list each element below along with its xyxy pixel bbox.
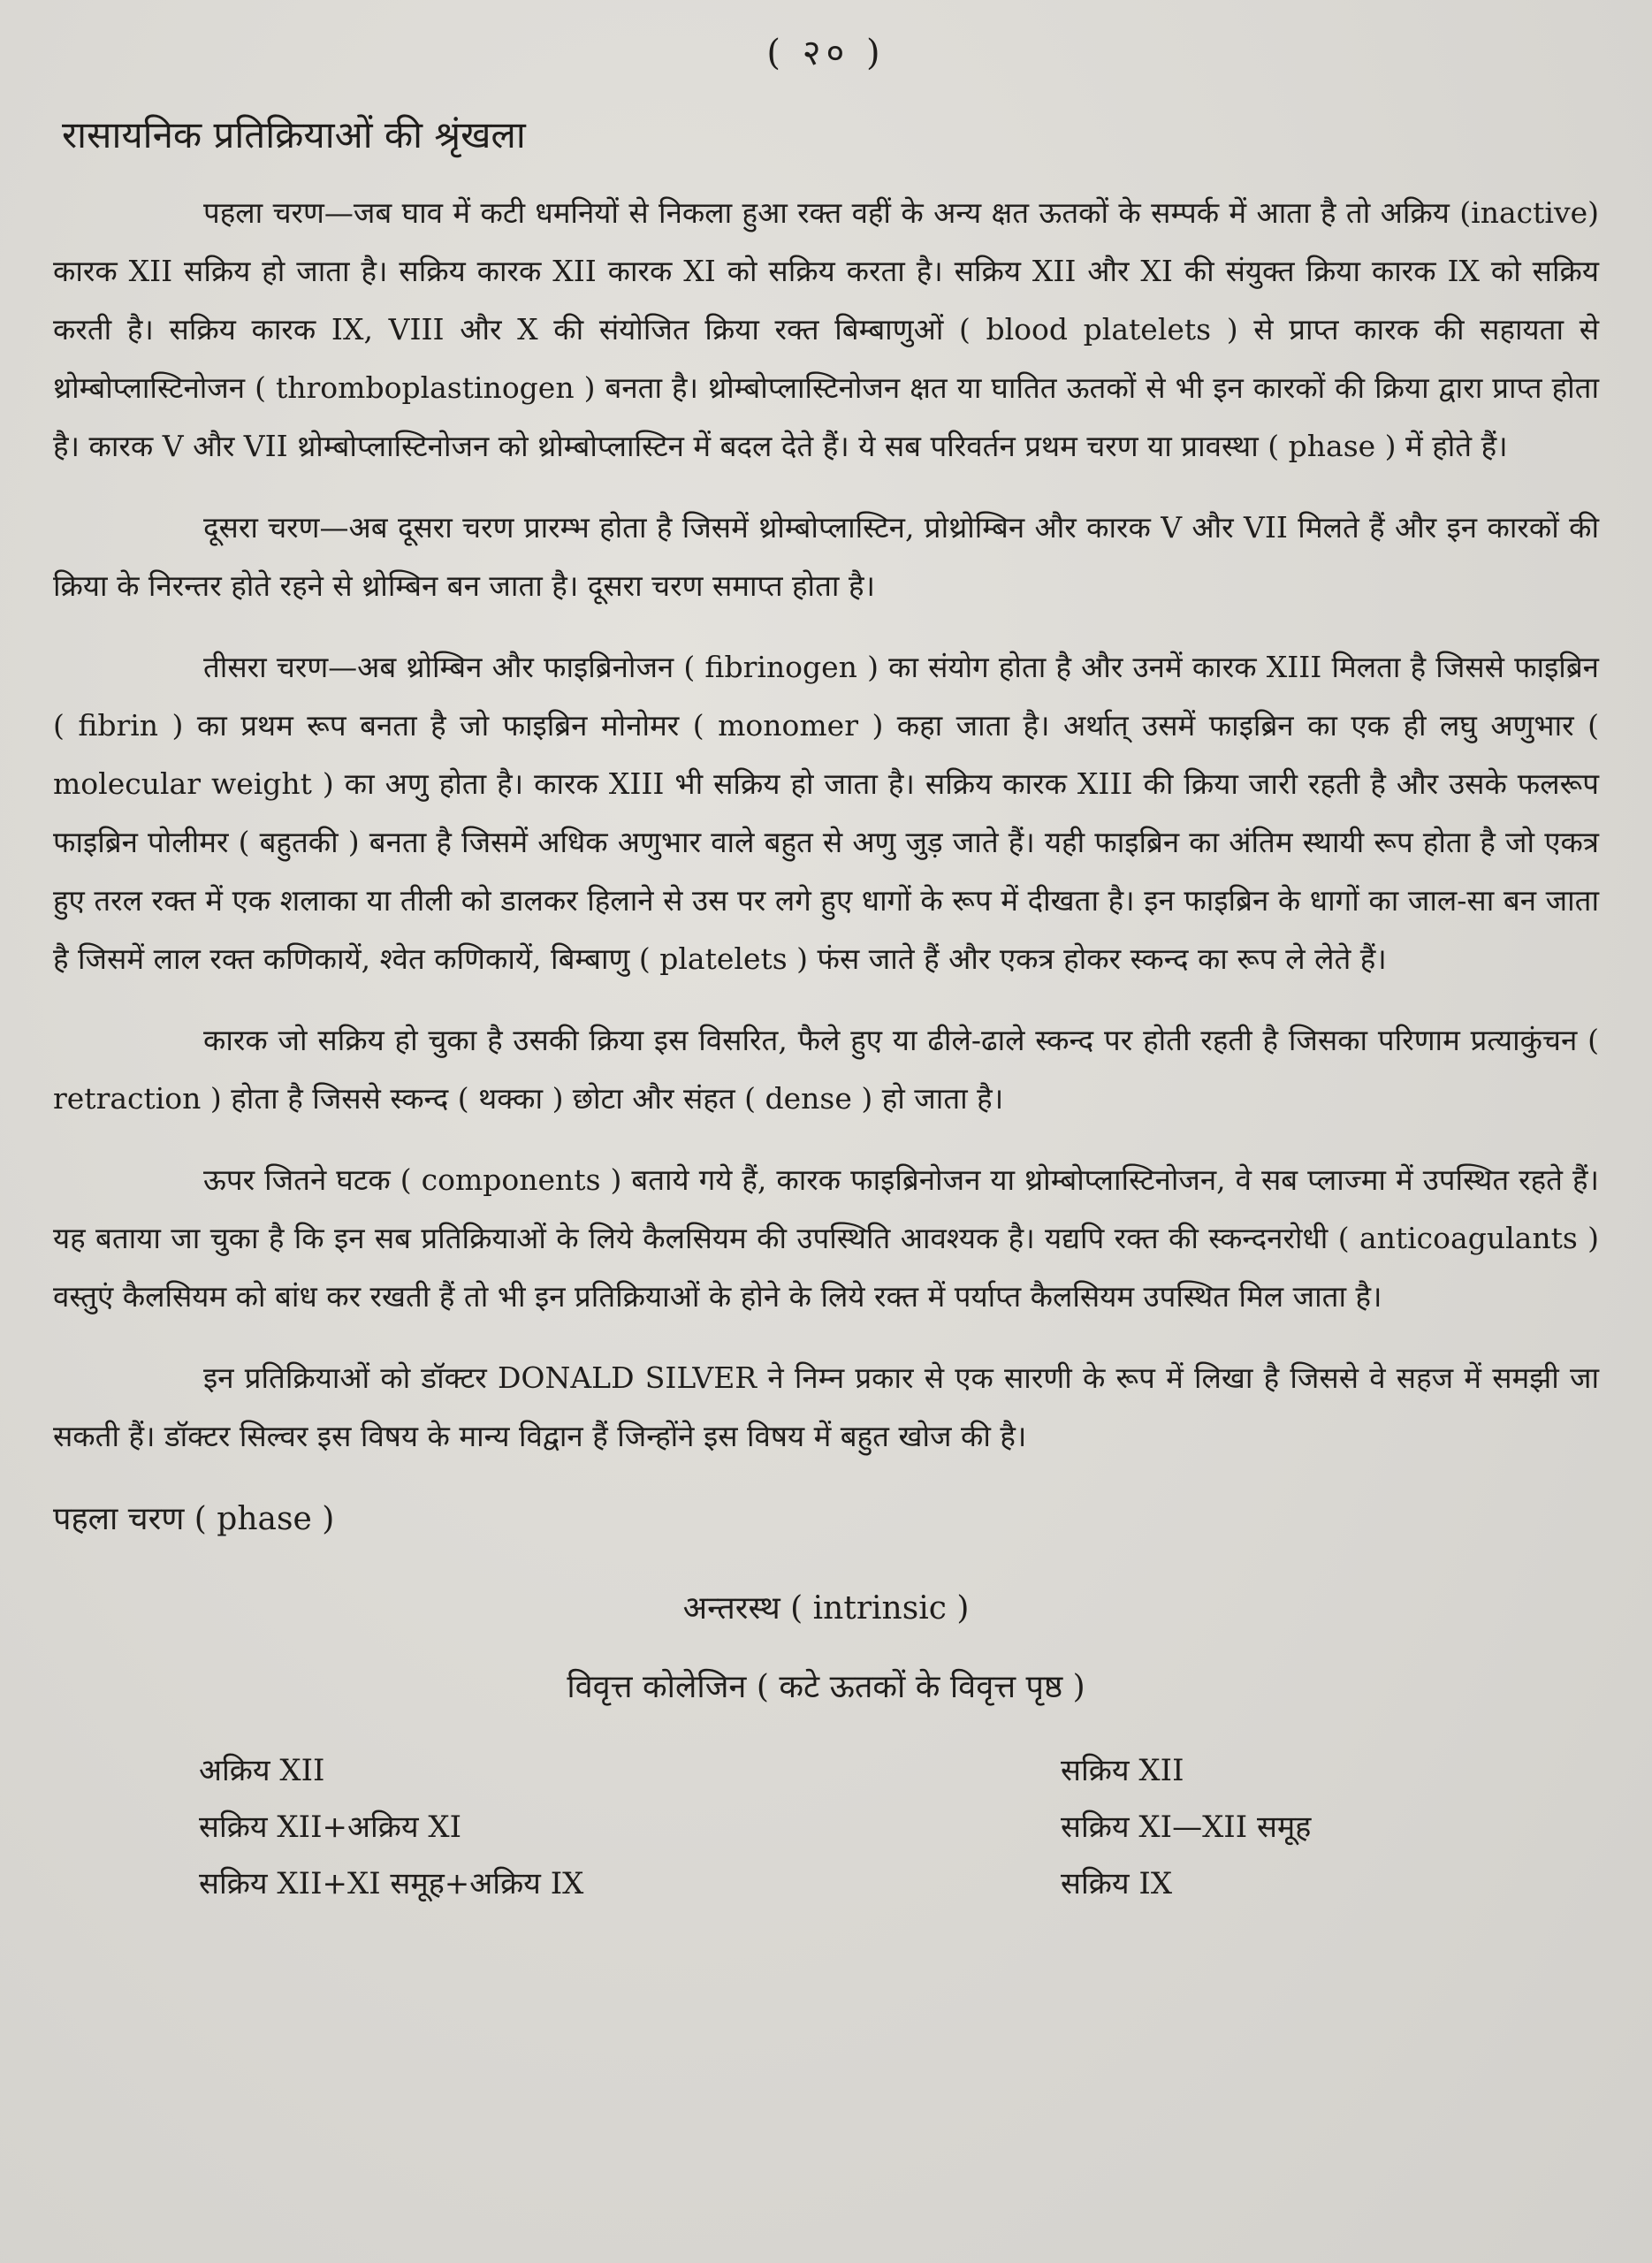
paragraph-second-phase: दूसरा चरण—अब दूसरा चरण प्रारम्भ होता है जिसमें थ्रोम्बोप्लास्टिन, प्रोथ्रोम्बिन और कारक V और VII मिलते हैं और इन कारकों की क्रिया के निरन्तर होते रहने से थ्रोम्बिन बन जाता है। दूसरा चरण समाप्त होता है।: [53, 510, 1599, 603]
scheme-right-row: सक्रिय XI—XII समूह: [1061, 1810, 1312, 1845]
collagen-line: विवृत्त कोलेजिन ( कटे ऊतकों के विवृत्त पृष्ठ ): [567, 1669, 1085, 1705]
scheme-left-row: अक्रिय XII: [199, 1753, 325, 1788]
intrinsic-title: अन्तरस्थ ( intrinsic ): [682, 1590, 970, 1627]
scheme-right-row: सक्रिय IX: [1061, 1866, 1173, 1901]
scheme-right-row: सक्रिय XII: [1061, 1753, 1184, 1788]
sub-heading-first-phase: पहला चरण ( phase ): [53, 1501, 335, 1537]
page-number: ( २० ): [766, 33, 886, 73]
scheme-left-row: सक्रिय XII+XI समूह+अक्रिय IX: [199, 1866, 584, 1901]
scheme-left-column: [199, 1742, 583, 1912]
scheme-left-row: सक्रिय XII+अक्रिय XI: [199, 1810, 462, 1845]
paragraph-donald-silver: इन प्रतिक्रियाओं को डॉक्टर DONALD SILVER ने निम्न प्रकार से एक सारणी के रूप में लिखा है जिससे वे सहज में समझी जा सकती हैं। डॉक्टर सिल्वर इस विषय के मान्य विद्वान हैं जिन्होंने इस विषय में बहुत खोज की है।: [53, 1360, 1599, 1453]
scheme-right-column: [1061, 1742, 1311, 1912]
section-heading: रासायनिक प्रतिक्रियाओं की श्रृंखला: [62, 113, 526, 156]
paragraph-components: ऊपर जितने घटक ( components ) बताये गये हैं, कारक फाइब्रिनोजन या थ्रोम्बोप्लास्टिनोजन, वे सब प्लाज्मा में उपस्थित रहते हैं। यह बताया जा चुका है कि इन सब प्रतिक्रियाओं के लिये कैलसियम की उपस्थिति आवश्यक है। यद्यपि रक्त की स्कन्दनरोधी ( anticoagulants ) वस्तुएं कैलसियम को बांध कर रखती हैं तो भी इन प्रतिक्रियाओं के होने के लिये रक्त में पर्याप्त कैलसियम उपस्थित मिल जाता है।: [53, 1162, 1599, 1314]
paragraph-retraction: कारक जो सक्रिय हो चुका है उसकी क्रिया इस विसरित, फैले हुए या ढीले-ढाले स्कन्द पर होती रहती है जिसका परिणाम प्रत्याकुंचन ( retraction ) होता है जिससे स्कन्द ( थक्का ) छोटा और संहत ( dense ) हो जाता है।: [53, 1023, 1599, 1116]
paragraph-third-phase: तीसरा चरण—अब थ्रोम्बिन और फाइब्रिनोजन ( fibrinogen ) का संयोग होता है और उनमें कारक XIII मिलता है जिससे फाइब्रिन ( fibrin ) का प्रथम रूप बनता है जो फाइब्रिन मोनोमर ( monomer ) कहा जाता है। अर्थात् उसमें फाइब्रिन का एक ही लघु अणुभार ( molecular weight ) का अणु होता है। कारक XIII भी सक्रिय हो जाता है। सक्रिय कारक XIII की क्रिया जारी रहती है और उसके फलरूप फाइब्रिन पोलीमर ( बहुतकी ) बनता है जिसमें अधिक अणुभार वाले बहुत से अणु जुड़ जाते हैं। यही फाइब्रिन का अंतिम स्थायी रूप होता है जो एकत्र हुए तरल रक्त में एक शलाका या तीली को डालकर हिलाने से उस पर लगे हुए धागों के रूप में दीखता है। इन फाइब्रिन के धागों का जाल-सा बन जाता है जिसमें लाल रक्त कणिकायें, श्वेत कणिकायें, बिम्बाणु ( platelets ) फंस जाते हैं और एकत्र होकर स्कन्द का रूप ले लेते हैं।: [53, 650, 1599, 976]
reaction-scheme: [53, 1742, 1599, 1919]
paragraph-first-phase: पहला चरण—जब घाव में कटी धमनियों से निकला हुआ रक्त वहीं के अन्य क्षत ऊतकों के सम्पर्क में आता है तो अक्रिय (inactive) कारक XII सक्रिय हो जाता है। सक्रिय कारक XII कारक XI को सक्रिय करता है। सक्रिय XII और XI की संयुक्त क्रिया कारक IX को सक्रिय करती है। सक्रिय कारक IX, VIII और X की संयोजित क्रिया रक्त बिम्बाणुओं ( blood platelets ) से प्राप्त कारक की सहायता से थ्रोम्बोप्लास्टिनोजन ( thromboplastinogen ) बनता है। थ्रोम्बोप्लास्टिनोजन क्षत या घातित ऊतकों से भी इन कारकों की क्रिया द्वारा प्राप्त होता है। कारक V और VII थ्रोम्बोप्लास्टिनोजन को थ्रोम्बोप्लास्टिन में बदल देते हैं। ये सब परिवर्तन प्रथम चरण या प्रावस्था ( phase ) में होते हैं।: [53, 195, 1599, 463]
